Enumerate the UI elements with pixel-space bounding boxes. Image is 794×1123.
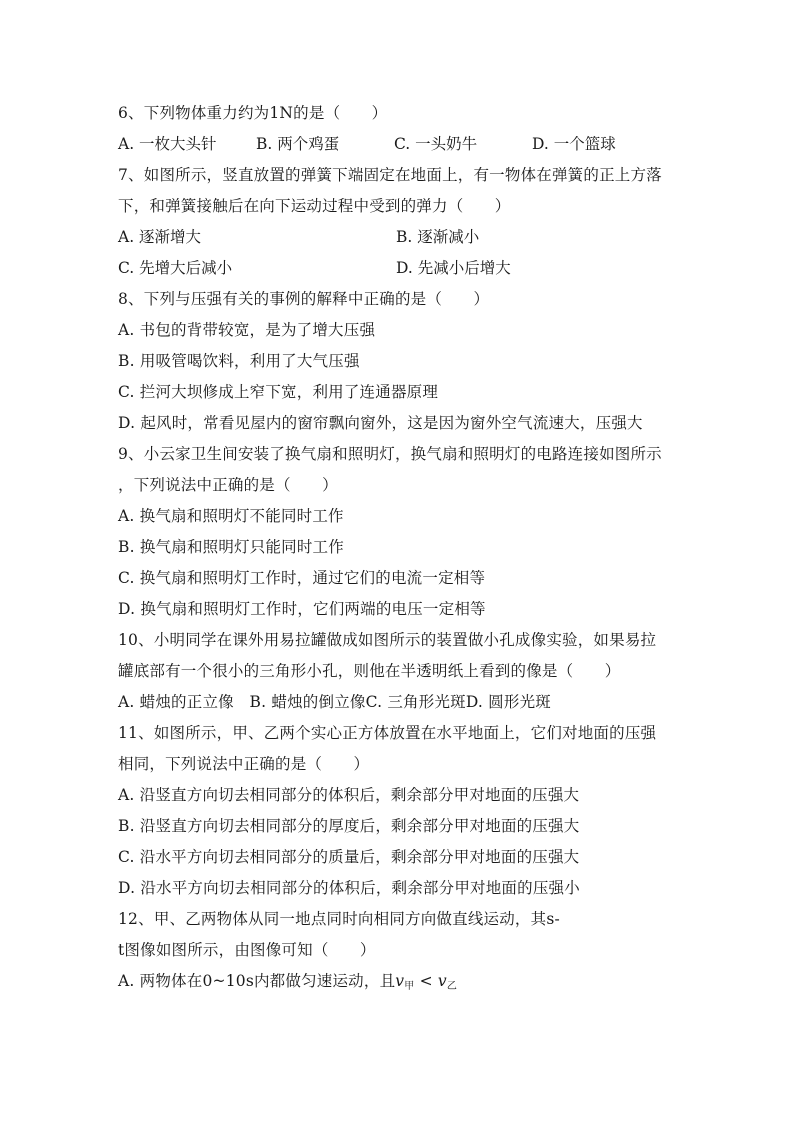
q7-option-b: B. 逐渐减小 bbox=[396, 228, 480, 246]
q10-options: A. 蜡烛的正立像 B. 蜡烛的倒立像C. 三角形光斑D. 圆形光斑 bbox=[118, 693, 551, 711]
less-than-sign: < bbox=[414, 972, 438, 990]
q8-option-a: A. 书包的背带较宽，是为了增大压强 bbox=[118, 321, 376, 339]
question-page bbox=[118, 98, 678, 997]
q7-options-row1 bbox=[118, 222, 678, 253]
q6-option-b: B. 两个鸡蛋 bbox=[256, 135, 340, 153]
q8-option-b: B. 用吸管喝饮料，利用了大气压强 bbox=[118, 352, 360, 370]
q7-options-row2 bbox=[118, 253, 678, 284]
q8-stem: 8、下列与压强有关的事例的解释中正确的是（ ） bbox=[118, 290, 490, 308]
q6-stem: 6、下列物体重力约为1N的是（ ） bbox=[118, 104, 388, 122]
q11-option-d: D. 沿水平方向切去相同部分的体积后，剩余部分甲对地面的压强小 bbox=[118, 879, 580, 897]
q7-option-a: A. 逐渐增大 bbox=[118, 228, 202, 246]
q6-options bbox=[118, 129, 678, 160]
subscript-jia: 甲 bbox=[404, 981, 415, 992]
q9-stem-line1: 9、小云家卫生间安装了换气扇和照明灯，换气扇和照明灯的电路连接如图所示 bbox=[118, 445, 662, 463]
q11-option-b: B. 沿竖直方向切去相同部分的厚度后，剩余部分甲对地面的压强大 bbox=[118, 817, 580, 835]
q11-option-c: C. 沿水平方向切去相同部分的质量后，剩余部分甲对地面的压强大 bbox=[118, 848, 580, 866]
q9-option-d: D. 换气扇和照明灯工作时，它们两端的电压一定相等 bbox=[118, 600, 486, 618]
q12-stem-line2: t图像如图所示，由图像可知（ ） bbox=[118, 941, 376, 959]
q9-stem-line2: ，下列说法中正确的是（ ） bbox=[118, 476, 338, 494]
q6-option-a: A. 一枚大头针 bbox=[118, 135, 217, 153]
q9-option-a: A. 换气扇和照明灯不能同时工作 bbox=[118, 507, 344, 525]
q6-option-c: C. 一头奶牛 bbox=[394, 135, 478, 153]
q10-stem-line2: 罐底部有一个很小的三角形小孔，则他在半透明纸上看到的像是（ ） bbox=[118, 662, 621, 680]
q8-option-d: D. 起风时，常看见屋内的窗帘飘向窗外，这是因为窗外空气流速大，压强大 bbox=[118, 414, 643, 432]
q7-option-d: D. 先减小后增大 bbox=[396, 259, 511, 277]
q9-option-c: C. 换气扇和照明灯工作时，通过它们的电流一定相等 bbox=[118, 569, 486, 587]
q12-option-a-text: A. 两物体在0~10s内都做匀速运动，且 bbox=[118, 972, 396, 990]
q9-option-b: B. 换气扇和照明灯只能同时工作 bbox=[118, 538, 344, 556]
subscript-yi: 乙 bbox=[446, 981, 458, 992]
q7-stem-line1: 7、如图所示，竖直放置的弹簧下端固定在地面上，有一物体在弹簧的正上方落 bbox=[118, 166, 662, 184]
q12-stem-line1: 12、甲、乙两物体从同一地点同时向相同方向做直线运动，其s- bbox=[118, 910, 560, 928]
q11-stem-line2: 相同，下列说法中正确的是（ ） bbox=[118, 755, 370, 773]
q11-stem-line1: 11、如图所示，甲、乙两个实心正方体放置在水平地面上，它们对地面的压强 bbox=[118, 724, 657, 742]
q6-option-d: D. 一个篮球 bbox=[532, 135, 616, 153]
q8-option-c: C. 拦河大坝修成上窄下宽，利用了连通器原理 bbox=[118, 383, 439, 401]
velocity-symbol-yi: v bbox=[437, 972, 447, 990]
velocity-symbol-jia: v bbox=[395, 972, 405, 990]
q11-option-a: A. 沿竖直方向切去相同部分的体积后，剩余部分甲对地面的压强大 bbox=[118, 786, 580, 804]
q10-stem-line1: 10、小明同学在课外用易拉罐做成如图所示的装置做小孔成像实验，如果易拉 bbox=[118, 631, 657, 649]
q12-option-a bbox=[118, 966, 678, 997]
q7-stem-line2: 下，和弹簧接触后在向下运动过程中受到的弹力（ ） bbox=[118, 197, 511, 215]
q7-option-c: C. 先增大后减小 bbox=[118, 259, 233, 277]
